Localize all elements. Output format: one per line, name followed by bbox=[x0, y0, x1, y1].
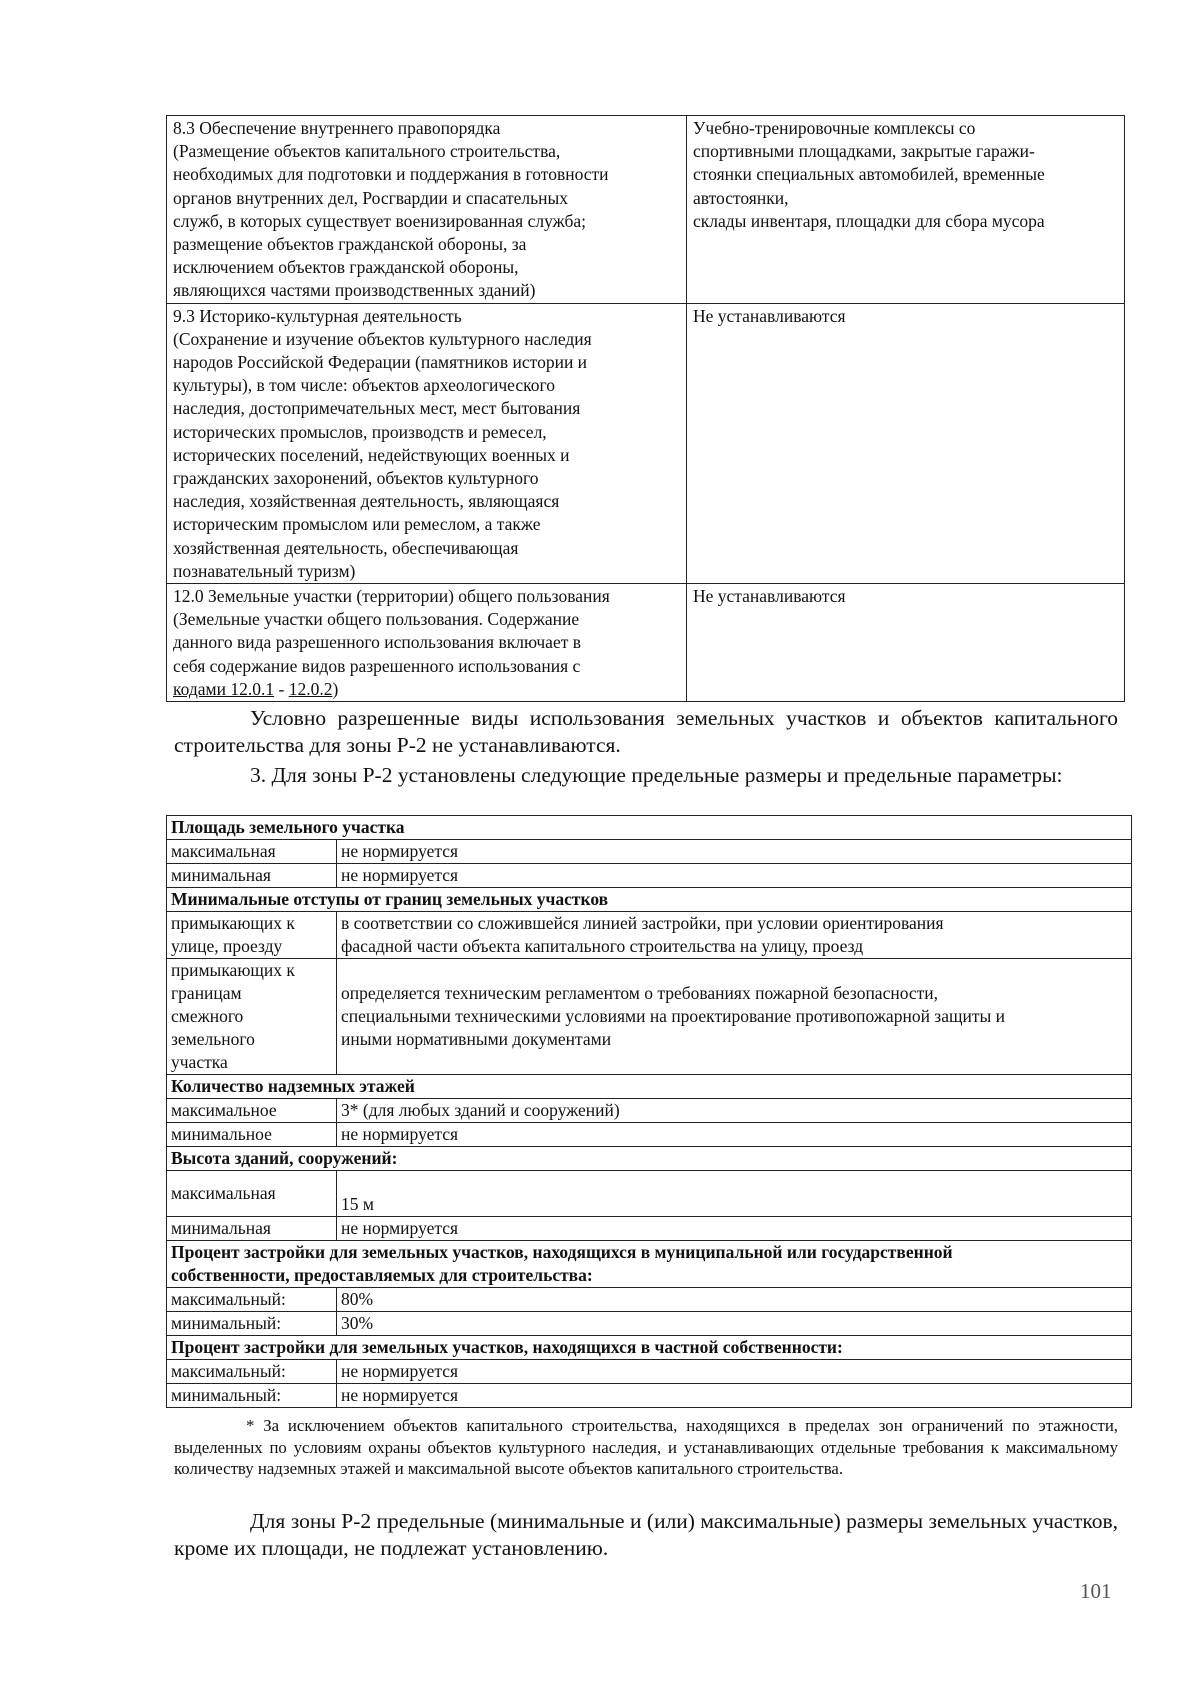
auxiliary-use-cell: Не устанавливаются bbox=[687, 303, 1125, 583]
table-row: примыкающих к границам смежного земельного участка определяется техническим регламентом о требованиях пожарной безопасности, специальными техническими условиями на проектирование противопожарной защиты и иными нормативными документами bbox=[167, 959, 1132, 1075]
use-type-cell: 12.0 Земельные участки (территории) общего пользования (Земельные участки общего пользования. Содержание данного вида разрешенного использования включает в себя содержание видов разрешенного использования с кодами 12.0.1 - 12.0.2) bbox=[167, 584, 687, 702]
permitted-uses-table bbox=[166, 115, 1125, 702]
table-row: минимальное не нормируется bbox=[167, 1123, 1132, 1147]
table-row bbox=[167, 303, 1125, 583]
table-row: максимальное 3* (для любых зданий и сооружений) bbox=[167, 1099, 1132, 1123]
table-row: минимальная не нормируется bbox=[167, 864, 1132, 888]
section-header-row: Высота зданий, сооружений: bbox=[167, 1147, 1132, 1171]
table-row: минимальный: не нормируется bbox=[167, 1384, 1132, 1408]
limits-intro-paragraph: 3. Для зоны Р-2 установлены следующие предельные размеры и предельные параметры: bbox=[250, 763, 1063, 787]
table-row: максимальный: не нормируется bbox=[167, 1360, 1132, 1384]
table-row bbox=[167, 584, 1125, 702]
use-type-cell: 9.3 Историко-культурная деятельность (Сохранение и изучение объектов культурного наследия народов Российской Федерации (памятников истории и культуры), в том числе: объектов археологического наследия, достопримечательных мест, мест бытования исторических промыслов, производств и ремесел, исторических поселений, недействующих военных и гражданских захоронений, объектов культурного наследия, хозяйственная деятельность, являющаяся историческим промыслом или ремеслом, а также хозяйственная деятельность, обеспечивающая познавательный туризм) bbox=[167, 303, 687, 583]
section-header-row: Процент застройки для земельных участков, находящихся в муниципальной или государственной собственности, предоставляемых для строительства: bbox=[167, 1241, 1132, 1288]
code-link-12-0-1[interactable]: кодами 12.0.1 bbox=[173, 678, 275, 699]
closing-paragraph: Для зоны Р-2 предельные (минимальные и (или) максимальные) размеры земельных участков, кроме их площади, не подлежат установлению. bbox=[174, 1509, 1118, 1560]
section-header-row: Количество надземных этажей bbox=[167, 1075, 1132, 1099]
table-row: максимальная 15 м bbox=[167, 1171, 1132, 1217]
table-row: примыкающих к улице, проезду в соответствии со сложившейся линией застройки, при условии ориентирования фасадной части объекта капитального строительства на улицу, проезд bbox=[167, 912, 1132, 959]
table-row bbox=[167, 116, 1125, 304]
table-row: минимальная не нормируется bbox=[167, 1217, 1132, 1241]
table-row: максимальная не нормируется bbox=[167, 840, 1132, 864]
section-header-row: Площадь земельного участка bbox=[167, 816, 1132, 840]
table-row: максимальный: 80% bbox=[167, 1288, 1132, 1312]
section-header-row: Минимальные отступы от границ земельных участков bbox=[167, 888, 1132, 912]
auxiliary-use-cell: Учебно-тренировочные комплексы со спортивными площадками, закрытые гаражи- стоянки специальных автомобилей, временные автостоянки, склады инвентаря, площадки для сбора мусора bbox=[687, 116, 1125, 304]
code-link-12-0-2[interactable]: 12.0.2 bbox=[288, 678, 333, 699]
section-header-row: Процент застройки для земельных участков, находящихся в частной собственности: bbox=[167, 1336, 1132, 1360]
page-number: 101 bbox=[1080, 1579, 1112, 1603]
auxiliary-use-cell: Не устанавливаются bbox=[687, 584, 1125, 702]
table-row: минимальный: 30% bbox=[167, 1312, 1132, 1336]
parameters-table bbox=[166, 815, 1132, 1408]
footnote: * За исключением объектов капитального строительства, находящихся в пределах зон ограничений по этажности, выделенных по условиям охраны объектов культурного наследия, и устанавливающих отдельные требования к максимальному количеству надземных этажей и максимальной высоте объектов капитального строительства. bbox=[174, 1416, 1118, 1478]
conditional-uses-paragraph: Условно разрешенные виды использования земельных участков и объектов капитального строительства для зоны Р-2 не устанавливаются. bbox=[174, 706, 1118, 757]
use-type-cell: 8.3 Обеспечение внутреннего правопорядка (Размещение объектов капитального строительства, необходимых для подготовки и поддержания в готовности органов внутренних дел, Росгвардии и спасательных служб, в которых существует военизированная служба; размещение объектов гражданской обороны, за исключением объектов гражданской обороны, являющихся частями производственных зданий) bbox=[167, 116, 687, 304]
